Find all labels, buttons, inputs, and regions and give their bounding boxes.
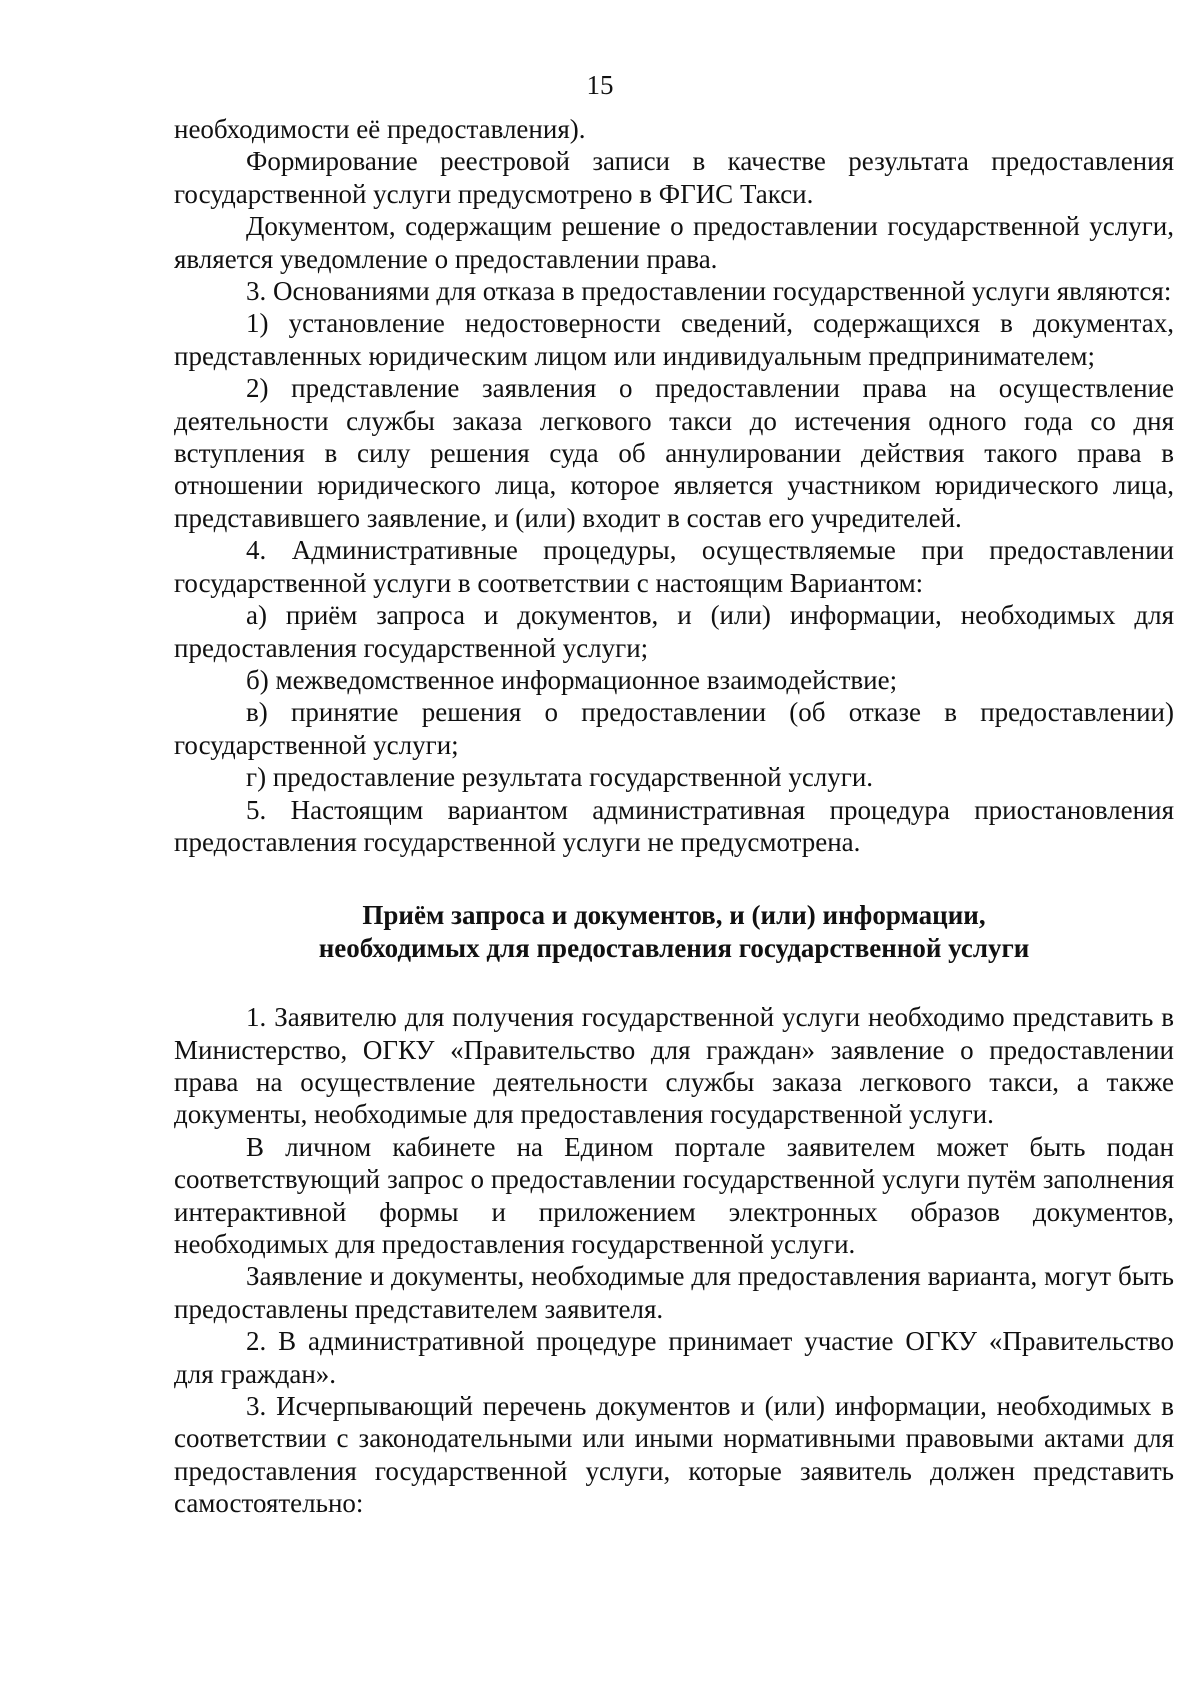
section-heading xyxy=(174,899,1174,964)
list-item: 1) установление недостоверности сведений, содержащихся в документах, представленных юридическим лицом или индивидуальным предпринимателем; xyxy=(174,308,1174,371)
section-heading-line: необходимых для предоставления государственной услуги xyxy=(318,932,1030,963)
paragraph: 1. Заявителю для получения государственной услуги необходимо представить в Министерство, ОГКУ «Правительство для граждан» заявление о предоставлении права на осуществление деятельности службы заказа легкового такси, а также документы, необходимые для предоставления государственной услуги. xyxy=(174,1002,1174,1130)
paragraph: Документом, содержащим решение о предоставлении государственной услуги, является уведомление о предоставлении права. xyxy=(174,211,1174,274)
list-item: 2) представление заявления о предоставлении права на осуществление деятельности службы заказа легкового такси до истечения одного года со дня вступления в силу решения суда об аннулировании действия такого права в отношении юридического лица, которое является участником юридического лица, представившего заявление, и (или) входит в состав его учредителей. xyxy=(174,373,1174,533)
page-number: 15 xyxy=(586,70,614,100)
list-item: б) межведомственное информационное взаимодействие; xyxy=(246,664,898,695)
paragraph: 3. Основаниями для отказа в предоставлении государственной услуги являются: xyxy=(246,276,1172,307)
document-body xyxy=(174,113,1174,1520)
section-heading-line: Приём запроса и документов, и (или) информации, xyxy=(362,900,986,931)
list-item: а) приём запроса и документов, и (или) информации, необходимых для предоставления государственной услуги; xyxy=(174,600,1174,663)
paragraph: Формирование реестровой записи в качестве результата предоставления государственной услуги предусмотрено в ФГИС Такси. xyxy=(174,146,1174,209)
paragraph: В личном кабинете на Едином портале заявителем может быть подан соответствующий запрос о предоставлении государственной услуги путём заполнения интерактивной формы и приложением электронных образов документов, необходимых для предоставления государственной услуги. xyxy=(174,1131,1174,1259)
list-item: в) принятие решения о предоставлении (об отказе в предоставлении) государственной услуги; xyxy=(174,697,1174,760)
paragraph: 4. Административные процедуры, осуществляемые при предоставлении государственной услуги в соответствии с настоящим Вариантом: xyxy=(174,535,1174,598)
paragraph: 2. В административной процедуре принимает участие ОГКУ «Правительство для граждан». xyxy=(174,1326,1174,1389)
paragraph: 3. Исчерпывающий перечень документов и (или) информации, необходимых в соответствии с законодательными или иными нормативными правовыми актами для предоставления государственной услуги, которые заявитель должен представить самостоятельно: xyxy=(174,1391,1174,1519)
paragraph: Заявление и документы, необходимые для предоставления варианта, могут быть предоставлены представителем заявителя. xyxy=(174,1261,1174,1324)
list-item: г) предоставление результата государственной услуги. xyxy=(246,762,874,793)
paragraph: 5. Настоящим вариантом административная процедура приостановления предоставления государственной услуги не предусмотрена. xyxy=(174,794,1174,857)
paragraph: необходимости её предоставления). xyxy=(174,114,586,144)
